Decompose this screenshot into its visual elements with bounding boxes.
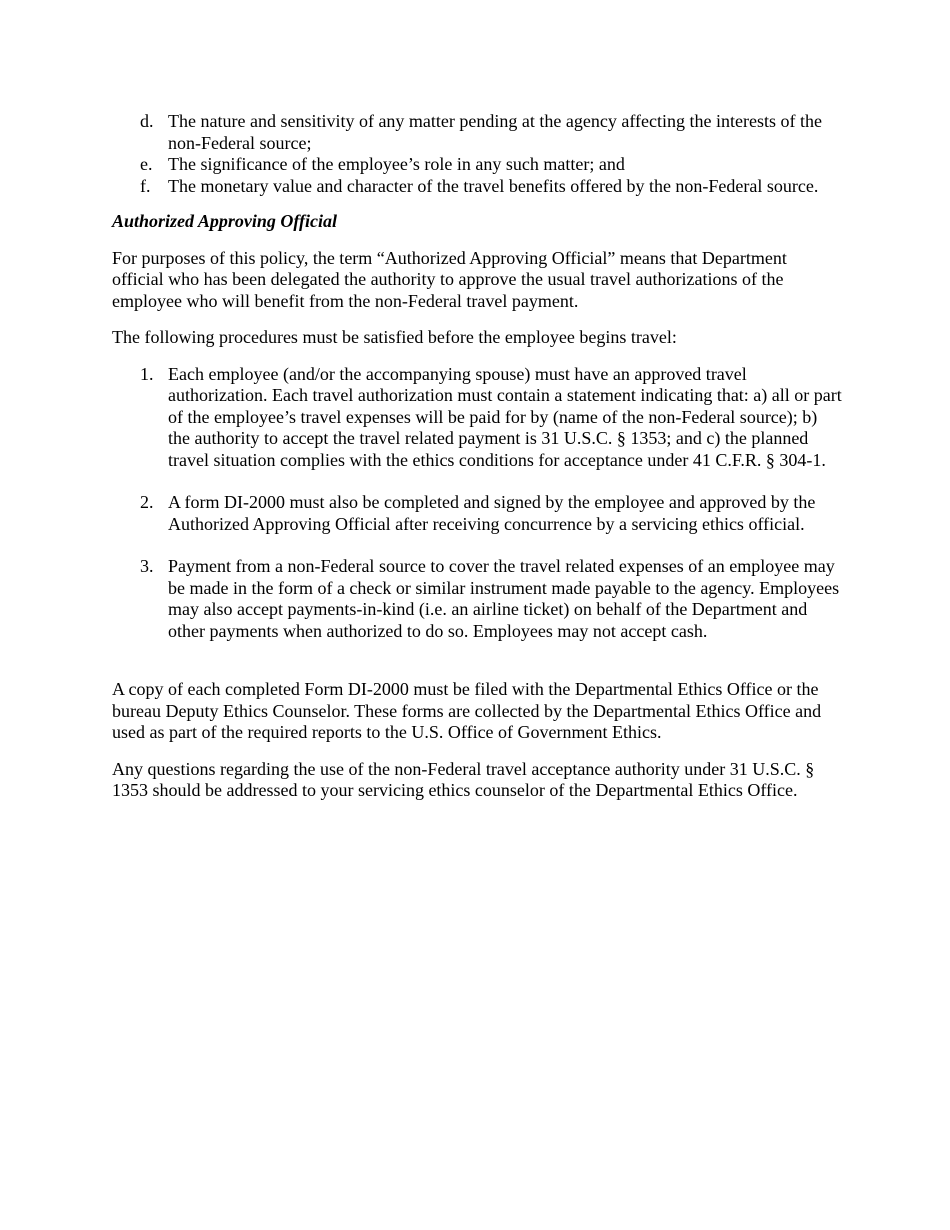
list-marker: 3.: [140, 556, 154, 576]
list-item: [112, 492, 842, 535]
numbered-list: [112, 364, 842, 643]
section-heading: Authorized Approving Official: [112, 211, 338, 231]
list-item: [112, 111, 842, 154]
lettered-list: [112, 111, 842, 197]
list-item-text: The significance of the employee’s role in any such matter; and: [168, 154, 625, 174]
list-item: [112, 154, 842, 176]
list-item-text: Payment from a non-Federal source to cover the travel related expenses of an employee may be made in the form of a check or similar instrument made payable to the agency. Employees may also accept payments-in-kind (i.e. an airline ticket) on behalf of the Department and other payments when authorized to do so. Employees may not accept cash.: [168, 556, 840, 641]
list-item: [112, 176, 842, 198]
list-marker: f.: [140, 175, 151, 196]
list-item-text: The nature and sensitivity of any matter pending at the agency affecting the interests of the non-Federal source;: [168, 111, 822, 153]
questions-paragraph: Any questions regarding the use of the non-Federal travel acceptance authority under 31 U.S.C. § 1353 should be addressed to your servicing ethics counselor of the Departmental Ethics Office.: [112, 758, 815, 800]
list-marker: 2.: [140, 492, 154, 512]
procedures-intro: The following procedures must be satisfied before the employee begins travel:: [112, 327, 677, 347]
list-item-text: A form DI-2000 must also be completed and signed by the employee and approved by the Authorized Approving Official after receiving concurrence by a servicing ethics official.: [168, 492, 816, 534]
list-item-text: The monetary value and character of the travel benefits offered by the non-Federal source.: [168, 175, 819, 196]
document-page: [112, 111, 842, 817]
list-item-text: Each employee (and/or the accompanying spouse) must have an approved travel authorization. Each travel authorization must contain a statement indicating that: a) all or part of the employee’s travel expenses will be paid for by (name of the non-Federal source); b) the authority to accept the travel related payment is 31 U.S.C. § 1353; and c) the planned travel situation complies with the ethics conditions for acceptance under 41 C.F.R. § 304-1.: [168, 363, 842, 470]
list-item: [112, 556, 842, 642]
definition-paragraph: For purposes of this policy, the term “Authorized Approving Official” means that Department official who has been delegated the authority to approve the usual travel authorizations of the employee who will benefit from the non-Federal travel payment.: [112, 247, 787, 311]
list-marker: 1.: [140, 363, 154, 384]
filing-paragraph: A copy of each completed Form DI-2000 must be filed with the Departmental Ethics Office or the bureau Deputy Ethics Counselor. These forms are collected by the Departmental Ethics Office and used as part of the required reports to the U.S. Office of Government Ethics.: [112, 679, 822, 742]
list-marker: e.: [140, 154, 153, 174]
list-marker: d.: [140, 111, 154, 131]
list-item: [112, 364, 842, 472]
